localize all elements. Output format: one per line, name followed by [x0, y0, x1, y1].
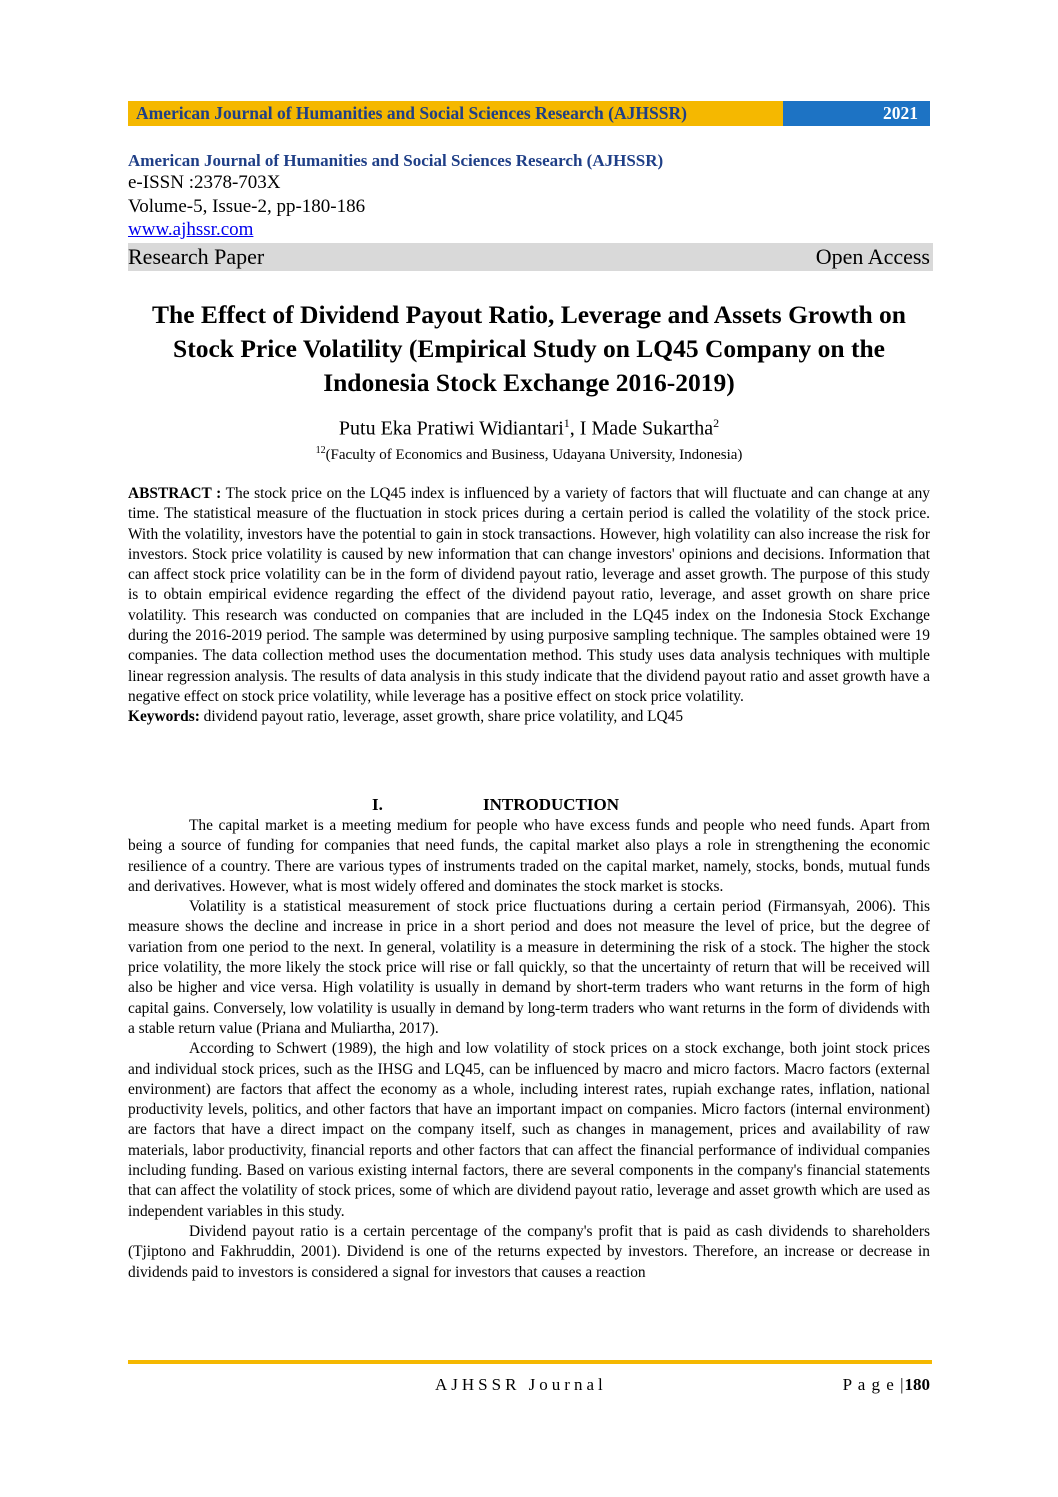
paragraph: According to Schwert (1989), the high and low volatility of stock prices on a stock exchange, both joint stock prices and individual stock prices, such as the IHSG and LQ45, can be influenced by macro and micro factors. Macro factors (external environment) are factors that affect the economy as a whole, including interest rates, rupiah exchange rates, inflation, national productivity levels, politics, and other factors that have an important impact on companies. Micro factors (internal environment) are factors that have a direct impact on the company itself, such as changes in management, prices and availability of raw materials, labor productivity, financial reports and other factors that can affect the financial performance of individual companies including funding. Based on various existing internal factors, there are several components in the company's financial statements that can affect the volatility of stock prices, some of which are dividend payout ratio, leverage and asset growth which are used as independent variables in this study. — [128, 1040, 930, 1220]
affiliation-sup: 12 — [315, 445, 326, 456]
keywords-label: Keywords: — [128, 708, 200, 726]
author-2-sup: 2 — [713, 416, 720, 430]
affiliation — [128, 441, 930, 465]
body-text — [128, 816, 930, 1283]
abstract — [128, 484, 930, 728]
page-number-label — [843, 1375, 930, 1395]
running-header-year: 2021 — [783, 101, 930, 126]
section-title: INTRODUCTION — [483, 795, 620, 814]
access-type: Open Access — [815, 244, 930, 269]
author-separator: , — [569, 417, 580, 440]
paragraph: The capital market is a meeting medium for people who have excess funds and people who need funds. Apart from being a source of funding for companies that need funds, the capital market also plays a role in strengthening the economic resilience of a country. There are various types of instruments traded on the capital market, namely, stocks, bonds, mutual funds and derivatives. However, what is most widely offered and dominates the stock market is stocks. — [128, 817, 930, 895]
page-number: 180 — [904, 1375, 930, 1394]
running-header — [128, 101, 930, 126]
paper-type: Research Paper — [128, 244, 265, 269]
masthead — [128, 151, 933, 271]
abstract-label: ABSTRACT : — [128, 485, 222, 502]
paper-type-bar — [128, 243, 933, 271]
author-1-sup: 1 — [563, 416, 570, 430]
page-label: P a g e | — [842, 1375, 905, 1394]
page-footer — [128, 1375, 930, 1397]
footer-rule — [128, 1360, 932, 1364]
author-1: Putu Eka Pratiwi Widiantari — [338, 417, 564, 440]
masthead-journal-name: American Journal of Humanities and Social Sciences Research (AJHSSR) — [128, 151, 664, 170]
masthead-issn: e-ISSN :2378-703X — [128, 172, 281, 193]
section-number: I. — [372, 795, 383, 814]
keywords-text: dividend payout ratio, leverage, asset growth, share price volatility, and LQ45 — [199, 708, 684, 726]
journal-website-link[interactable]: www.ajhssr.com — [128, 219, 254, 240]
masthead-volume: Volume-5, Issue-2, pp-180-186 — [128, 196, 366, 217]
affiliation-text: (Faculty of Economics and Business, Udayana University, Indonesia) — [325, 447, 743, 463]
paragraph: Dividend payout ratio is a certain percentage of the company's profit that is paid as cash dividends to shareholders (Tjiptono and Fakhruddin, 2001). Dividend is one of the returns expected by investors. Therefore, an increase or decrease in dividends paid to investors is considered a signal for investors that causes a reaction — [128, 1222, 930, 1281]
abstract-text: The stock price on the LQ45 index is influenced by a variety of factors that will fluctuate and can change at any time. The statistical measure of the fluctuation in stock prices during a certain period is called the volatility of the stock price. With the volatility, investors have the potential to gain in stock transactions. However, high volatility can also increase the risk for investors. Stock price volatility is caused by new information that can change investors' opinions and decisions. Information that can affect stock price volatility can be in the form of dividend payout ratio, leverage and asset growth. The purpose of this study is to obtain empirical evidence regarding the effect of the dividend payout ratio, leverage, and asset growth on share price volatility. This research was conducted on companies that are included in the LQ45 index on the Indonesia Stock Exchange during the 2016-2019 period. The sample was determined by using purposive sampling technique. The samples obtained were 19 companies. The data collection method uses the documentation method. This study uses data analysis techniques with multiple linear regression analysis. The results of data analysis in this study indicate that the dividend payout ratio and asset growth have a negative effect on stock price volatility, while leverage has a positive effect on stock price volatility. — [128, 485, 931, 705]
footer-journal: AJHSSR Journal — [435, 1375, 607, 1394]
author-2: I Made Sukartha — [579, 417, 714, 440]
paragraph: Volatility is a statistical measurement of stock price fluctuations during a certain period (Firmansyah, 2006). This measure shows the decline and increase in price in a short period and does not measure the level of price, but the degree of variation from one period to the next. In general, volatility is a measure in determining the risk of a stock. The higher the stock price volatility, the more likely the stock price will rise or fall quickly, so that the uncertainty of return that will be received will also be higher and vice versa. High volatility is usually in demand by short-term traders who want returns in the form of high capital gains. Conversely, low volatility is usually in demand by long-term traders who want returns in the form of dividends with a stable return value (Priana and Muliartha, 2017). — [128, 898, 930, 1037]
author-line — [128, 410, 930, 442]
paper-title: The Effect of Dividend Payout Ratio, Leverage and Assets Growth on Stock Price Volatility (Empirical Study on LQ45 Company on the Indonesia Stock Exchange 2016-2019) — [152, 300, 906, 397]
running-header-journal: American Journal of Humanities and Social Sciences Research (AJHSSR) — [128, 101, 783, 126]
